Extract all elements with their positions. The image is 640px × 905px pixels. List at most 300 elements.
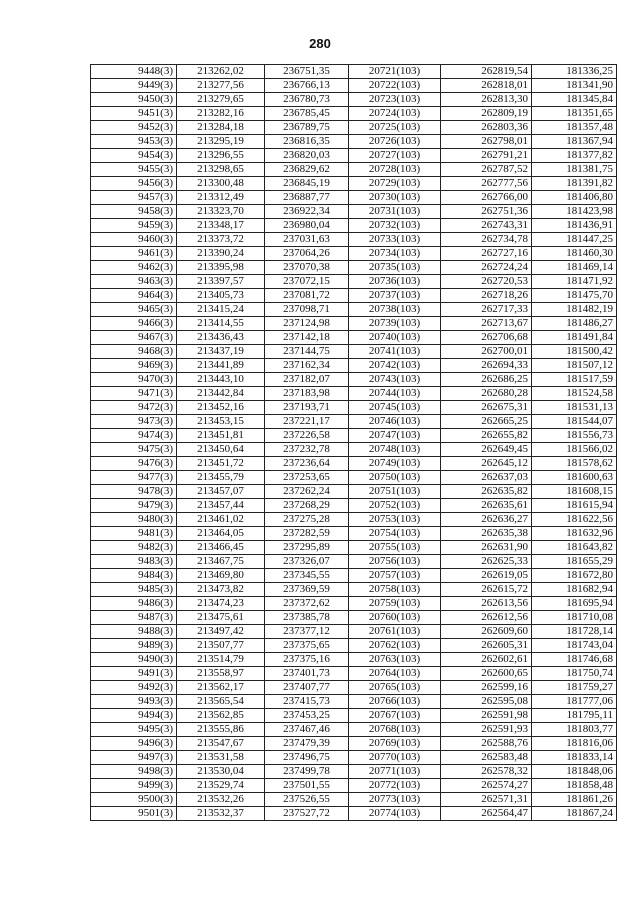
table-cell: 181507,12 bbox=[532, 359, 617, 373]
table-cell: 237401,73 bbox=[265, 667, 349, 681]
table-cell: 181469,14 bbox=[532, 261, 617, 275]
table-cell: 262655,82 bbox=[441, 429, 532, 443]
table-cell: 262583,48 bbox=[441, 751, 532, 765]
table-cell: 262578,32 bbox=[441, 765, 532, 779]
table-row bbox=[91, 513, 617, 527]
table-cell: 262637,03 bbox=[441, 471, 532, 485]
table-cell: 181682,94 bbox=[532, 583, 617, 597]
table-cell: 262612,56 bbox=[441, 611, 532, 625]
coordinates-table bbox=[90, 64, 617, 821]
table-cell: 20763(103) bbox=[349, 653, 441, 667]
table-cell: 237385,78 bbox=[265, 611, 349, 625]
table-cell: 262613,56 bbox=[441, 597, 532, 611]
table-cell: 9490(3) bbox=[91, 653, 177, 667]
table-cell: 181524,58 bbox=[532, 387, 617, 401]
table-cell: 262602,61 bbox=[441, 653, 532, 667]
table-row bbox=[91, 793, 617, 807]
table-cell: 20735(103) bbox=[349, 261, 441, 275]
table-cell: 20730(103) bbox=[349, 191, 441, 205]
table-cell: 9461(3) bbox=[91, 247, 177, 261]
table-cell: 213277,56 bbox=[177, 79, 265, 93]
table-cell: 181517,59 bbox=[532, 373, 617, 387]
table-cell: 213457,44 bbox=[177, 499, 265, 513]
table-row bbox=[91, 597, 617, 611]
table-cell: 20767(103) bbox=[349, 709, 441, 723]
table-cell: 20731(103) bbox=[349, 205, 441, 219]
table-cell: 262609,60 bbox=[441, 625, 532, 639]
table-cell: 20773(103) bbox=[349, 793, 441, 807]
table-cell: 9489(3) bbox=[91, 639, 177, 653]
table-cell: 213532,37 bbox=[177, 807, 265, 821]
table-cell: 213529,74 bbox=[177, 779, 265, 793]
table-cell: 181351,65 bbox=[532, 107, 617, 121]
table-cell: 20738(103) bbox=[349, 303, 441, 317]
table-cell: 181556,73 bbox=[532, 429, 617, 443]
table-cell: 20749(103) bbox=[349, 457, 441, 471]
table-cell: 9477(3) bbox=[91, 471, 177, 485]
table-cell: 20770(103) bbox=[349, 751, 441, 765]
table-cell: 262809,19 bbox=[441, 107, 532, 121]
table-row bbox=[91, 737, 617, 751]
table-cell: 181475,70 bbox=[532, 289, 617, 303]
table-cell: 9475(3) bbox=[91, 443, 177, 457]
table-cell: 181672,80 bbox=[532, 569, 617, 583]
table-cell: 181746,68 bbox=[532, 653, 617, 667]
table-cell: 237144,75 bbox=[265, 345, 349, 359]
table-cell: 262645,12 bbox=[441, 457, 532, 471]
table-cell: 262588,76 bbox=[441, 737, 532, 751]
table-cell: 20748(103) bbox=[349, 443, 441, 457]
table-cell: 9463(3) bbox=[91, 275, 177, 289]
table-cell: 237377,12 bbox=[265, 625, 349, 639]
table-row bbox=[91, 93, 617, 107]
table-cell: 262636,27 bbox=[441, 513, 532, 527]
table-row bbox=[91, 149, 617, 163]
table-cell: 236845,19 bbox=[265, 177, 349, 191]
table-cell: 181500,42 bbox=[532, 345, 617, 359]
table-cell: 20766(103) bbox=[349, 695, 441, 709]
table-cell: 181544,07 bbox=[532, 415, 617, 429]
table-cell: 213474,23 bbox=[177, 597, 265, 611]
table-cell: 262813,30 bbox=[441, 93, 532, 107]
table-cell: 237467,46 bbox=[265, 723, 349, 737]
table-cell: 9491(3) bbox=[91, 667, 177, 681]
table-cell: 9501(3) bbox=[91, 807, 177, 821]
table-cell: 213461,02 bbox=[177, 513, 265, 527]
table-cell: 9464(3) bbox=[91, 289, 177, 303]
table-cell: 262791,21 bbox=[441, 149, 532, 163]
table-cell: 237499,78 bbox=[265, 765, 349, 779]
table-row bbox=[91, 415, 617, 429]
table-body bbox=[91, 65, 617, 821]
table-cell: 181643,82 bbox=[532, 541, 617, 555]
table-cell: 213475,61 bbox=[177, 611, 265, 625]
table-cell: 213262,02 bbox=[177, 65, 265, 79]
table-cell: 237162,34 bbox=[265, 359, 349, 373]
table-cell: 262700,01 bbox=[441, 345, 532, 359]
table-row bbox=[91, 569, 617, 583]
table-cell: 20740(103) bbox=[349, 331, 441, 345]
table-cell: 20769(103) bbox=[349, 737, 441, 751]
table-cell: 213296,55 bbox=[177, 149, 265, 163]
table-row bbox=[91, 611, 617, 625]
table-cell: 213452,16 bbox=[177, 401, 265, 415]
table-cell: 20746(103) bbox=[349, 415, 441, 429]
table-cell: 262591,93 bbox=[441, 723, 532, 737]
table-row bbox=[91, 457, 617, 471]
table-cell: 213441,89 bbox=[177, 359, 265, 373]
table-cell: 237415,73 bbox=[265, 695, 349, 709]
table-cell: 181406,80 bbox=[532, 191, 617, 205]
table-row bbox=[91, 219, 617, 233]
table-cell: 213414,55 bbox=[177, 317, 265, 331]
table-cell: 262717,33 bbox=[441, 303, 532, 317]
table-cell: 9450(3) bbox=[91, 93, 177, 107]
table-cell: 9479(3) bbox=[91, 499, 177, 513]
table-cell: 9453(3) bbox=[91, 135, 177, 149]
table-cell: 236820,03 bbox=[265, 149, 349, 163]
table-cell: 262818,01 bbox=[441, 79, 532, 93]
table-cell: 181345,84 bbox=[532, 93, 617, 107]
table-cell: 20759(103) bbox=[349, 597, 441, 611]
table-row bbox=[91, 555, 617, 569]
table-cell: 20764(103) bbox=[349, 667, 441, 681]
table-cell: 213282,16 bbox=[177, 107, 265, 121]
table-cell: 9482(3) bbox=[91, 541, 177, 555]
table-row bbox=[91, 723, 617, 737]
table-cell: 237268,29 bbox=[265, 499, 349, 513]
table-cell: 237236,64 bbox=[265, 457, 349, 471]
table-row bbox=[91, 583, 617, 597]
table-row bbox=[91, 639, 617, 653]
table-cell: 213300,48 bbox=[177, 177, 265, 191]
table-cell: 213451,72 bbox=[177, 457, 265, 471]
table-row bbox=[91, 401, 617, 415]
table-cell: 213457,07 bbox=[177, 485, 265, 499]
table-cell: 20761(103) bbox=[349, 625, 441, 639]
table-cell: 262766,00 bbox=[441, 191, 532, 205]
table-cell: 213497,42 bbox=[177, 625, 265, 639]
table-row bbox=[91, 275, 617, 289]
table-cell: 181795,11 bbox=[532, 709, 617, 723]
table-cell: 181759,27 bbox=[532, 681, 617, 695]
table-cell: 262724,24 bbox=[441, 261, 532, 275]
table-cell: 9483(3) bbox=[91, 555, 177, 569]
table-cell: 181710,08 bbox=[532, 611, 617, 625]
table-cell: 181861,26 bbox=[532, 793, 617, 807]
table-row bbox=[91, 107, 617, 121]
table-cell: 20772(103) bbox=[349, 779, 441, 793]
table-cell: 237345,55 bbox=[265, 569, 349, 583]
table-cell: 9454(3) bbox=[91, 149, 177, 163]
table-cell: 181391,82 bbox=[532, 177, 617, 191]
table-row bbox=[91, 317, 617, 331]
table-cell: 237407,77 bbox=[265, 681, 349, 695]
table-cell: 9485(3) bbox=[91, 583, 177, 597]
table-cell: 181471,92 bbox=[532, 275, 617, 289]
table-row bbox=[91, 695, 617, 709]
table-cell: 181777,06 bbox=[532, 695, 617, 709]
table-cell: 181816,06 bbox=[532, 737, 617, 751]
table-cell: 262600,65 bbox=[441, 667, 532, 681]
table-cell: 9451(3) bbox=[91, 107, 177, 121]
table-cell: 213562,17 bbox=[177, 681, 265, 695]
table-cell: 262665,25 bbox=[441, 415, 532, 429]
table-cell: 262625,33 bbox=[441, 555, 532, 569]
table-cell: 213443,10 bbox=[177, 373, 265, 387]
table-cell: 262599,16 bbox=[441, 681, 532, 695]
table-row bbox=[91, 303, 617, 317]
table-cell: 262751,36 bbox=[441, 205, 532, 219]
table-row bbox=[91, 471, 617, 485]
table-row bbox=[91, 331, 617, 345]
table-cell: 213464,05 bbox=[177, 527, 265, 541]
table-row bbox=[91, 667, 617, 681]
table-cell: 9448(3) bbox=[91, 65, 177, 79]
table-cell: 213467,75 bbox=[177, 555, 265, 569]
table-cell: 262615,72 bbox=[441, 583, 532, 597]
table-row bbox=[91, 807, 617, 821]
table-cell: 181578,62 bbox=[532, 457, 617, 471]
table-cell: 262635,82 bbox=[441, 485, 532, 499]
table-cell: 236887,77 bbox=[265, 191, 349, 205]
table-cell: 237232,78 bbox=[265, 443, 349, 457]
table-row bbox=[91, 709, 617, 723]
table-cell: 9469(3) bbox=[91, 359, 177, 373]
table-cell: 9465(3) bbox=[91, 303, 177, 317]
table-cell: 262686,25 bbox=[441, 373, 532, 387]
table-cell: 20755(103) bbox=[349, 541, 441, 555]
table-cell: 213555,86 bbox=[177, 723, 265, 737]
table-cell: 237496,75 bbox=[265, 751, 349, 765]
table-cell: 237182,07 bbox=[265, 373, 349, 387]
table-cell: 237072,15 bbox=[265, 275, 349, 289]
table-cell: 237282,59 bbox=[265, 527, 349, 541]
table-cell: 9459(3) bbox=[91, 219, 177, 233]
table-row bbox=[91, 681, 617, 695]
table-cell: 181491,84 bbox=[532, 331, 617, 345]
table-cell: 262564,47 bbox=[441, 807, 532, 821]
table-cell: 9494(3) bbox=[91, 709, 177, 723]
table-cell: 237064,26 bbox=[265, 247, 349, 261]
table-cell: 236766,13 bbox=[265, 79, 349, 93]
table-cell: 262635,38 bbox=[441, 527, 532, 541]
table-cell: 20771(103) bbox=[349, 765, 441, 779]
table-cell: 237221,17 bbox=[265, 415, 349, 429]
table-cell: 262605,31 bbox=[441, 639, 532, 653]
table-cell: 236829,62 bbox=[265, 163, 349, 177]
table-cell: 262591,98 bbox=[441, 709, 532, 723]
table-cell: 20727(103) bbox=[349, 149, 441, 163]
table-cell: 213473,82 bbox=[177, 583, 265, 597]
table-cell: 213531,58 bbox=[177, 751, 265, 765]
table-row bbox=[91, 345, 617, 359]
table-cell: 9486(3) bbox=[91, 597, 177, 611]
table-row bbox=[91, 485, 617, 499]
table-cell: 237372,62 bbox=[265, 597, 349, 611]
table-cell: 262819,54 bbox=[441, 65, 532, 79]
table-cell: 20762(103) bbox=[349, 639, 441, 653]
table-cell: 181655,29 bbox=[532, 555, 617, 569]
table-row bbox=[91, 541, 617, 555]
table-cell: 237527,72 bbox=[265, 807, 349, 821]
table-cell: 213532,26 bbox=[177, 793, 265, 807]
table-row bbox=[91, 527, 617, 541]
table-cell: 181833,14 bbox=[532, 751, 617, 765]
table-cell: 20741(103) bbox=[349, 345, 441, 359]
table-row bbox=[91, 177, 617, 191]
table-cell: 213442,84 bbox=[177, 387, 265, 401]
table-cell: 237226,58 bbox=[265, 429, 349, 443]
table-row bbox=[91, 289, 617, 303]
table-row bbox=[91, 191, 617, 205]
table-cell: 9481(3) bbox=[91, 527, 177, 541]
table-cell: 181357,48 bbox=[532, 121, 617, 135]
table-row bbox=[91, 121, 617, 135]
table-cell: 9497(3) bbox=[91, 751, 177, 765]
table-cell: 20728(103) bbox=[349, 163, 441, 177]
table-cell: 20739(103) bbox=[349, 317, 441, 331]
table-cell: 9467(3) bbox=[91, 331, 177, 345]
table-cell: 237479,39 bbox=[265, 737, 349, 751]
table-cell: 20745(103) bbox=[349, 401, 441, 415]
table-cell: 213397,57 bbox=[177, 275, 265, 289]
table-cell: 9474(3) bbox=[91, 429, 177, 443]
table-cell: 181743,04 bbox=[532, 639, 617, 653]
table-cell: 9493(3) bbox=[91, 695, 177, 709]
table-cell: 9471(3) bbox=[91, 387, 177, 401]
table-cell: 20774(103) bbox=[349, 807, 441, 821]
table-cell: 237183,98 bbox=[265, 387, 349, 401]
table-cell: 9500(3) bbox=[91, 793, 177, 807]
table-cell: 9472(3) bbox=[91, 401, 177, 415]
table-row bbox=[91, 163, 617, 177]
table-cell: 262727,16 bbox=[441, 247, 532, 261]
table-row bbox=[91, 499, 617, 513]
table-cell: 9499(3) bbox=[91, 779, 177, 793]
table-cell: 213323,70 bbox=[177, 205, 265, 219]
table-cell: 20756(103) bbox=[349, 555, 441, 569]
table-cell: 20750(103) bbox=[349, 471, 441, 485]
table-cell: 181803,77 bbox=[532, 723, 617, 737]
table-cell: 181460,30 bbox=[532, 247, 617, 261]
table-cell: 9449(3) bbox=[91, 79, 177, 93]
table-cell: 237253,65 bbox=[265, 471, 349, 485]
table-row bbox=[91, 205, 617, 219]
table-row bbox=[91, 765, 617, 779]
table-cell: 9456(3) bbox=[91, 177, 177, 191]
table-cell: 9478(3) bbox=[91, 485, 177, 499]
table-cell: 20744(103) bbox=[349, 387, 441, 401]
table-cell: 237142,18 bbox=[265, 331, 349, 345]
table-cell: 262718,26 bbox=[441, 289, 532, 303]
table-cell: 181848,06 bbox=[532, 765, 617, 779]
table-cell: 20736(103) bbox=[349, 275, 441, 289]
table-row bbox=[91, 261, 617, 275]
table-cell: 20753(103) bbox=[349, 513, 441, 527]
table-cell: 181482,19 bbox=[532, 303, 617, 317]
table-cell: 9484(3) bbox=[91, 569, 177, 583]
table-cell: 9468(3) bbox=[91, 345, 177, 359]
table-row bbox=[91, 359, 617, 373]
table-cell: 213451,81 bbox=[177, 429, 265, 443]
table-cell: 213466,45 bbox=[177, 541, 265, 555]
table-cell: 236922,34 bbox=[265, 205, 349, 219]
table-cell: 213469,80 bbox=[177, 569, 265, 583]
table-cell: 20758(103) bbox=[349, 583, 441, 597]
table-cell: 9473(3) bbox=[91, 415, 177, 429]
table-cell: 9492(3) bbox=[91, 681, 177, 695]
table-cell: 20729(103) bbox=[349, 177, 441, 191]
table-cell: 213312,49 bbox=[177, 191, 265, 205]
table-cell: 20765(103) bbox=[349, 681, 441, 695]
table-cell: 213507,77 bbox=[177, 639, 265, 653]
table-cell: 236785,45 bbox=[265, 107, 349, 121]
table-cell: 20726(103) bbox=[349, 135, 441, 149]
table-row bbox=[91, 233, 617, 247]
table-cell: 237375,16 bbox=[265, 653, 349, 667]
table-cell: 9498(3) bbox=[91, 765, 177, 779]
table-cell: 213295,19 bbox=[177, 135, 265, 149]
table-cell: 236751,35 bbox=[265, 65, 349, 79]
table-row bbox=[91, 625, 617, 639]
table-cell: 20734(103) bbox=[349, 247, 441, 261]
table-cell: 262743,31 bbox=[441, 219, 532, 233]
table-cell: 262574,27 bbox=[441, 779, 532, 793]
table-cell: 262706,68 bbox=[441, 331, 532, 345]
table-cell: 262777,56 bbox=[441, 177, 532, 191]
table-cell: 213436,43 bbox=[177, 331, 265, 345]
table-cell: 20760(103) bbox=[349, 611, 441, 625]
table-cell: 20737(103) bbox=[349, 289, 441, 303]
table-cell: 262787,52 bbox=[441, 163, 532, 177]
table-cell: 213547,67 bbox=[177, 737, 265, 751]
table-cell: 9487(3) bbox=[91, 611, 177, 625]
table-row bbox=[91, 65, 617, 79]
table-cell: 20725(103) bbox=[349, 121, 441, 135]
table-cell: 236816,35 bbox=[265, 135, 349, 149]
table-cell: 181381,75 bbox=[532, 163, 617, 177]
table-cell: 237031,63 bbox=[265, 233, 349, 247]
table-cell: 181632,96 bbox=[532, 527, 617, 541]
table-cell: 181695,94 bbox=[532, 597, 617, 611]
table-cell: 237453,25 bbox=[265, 709, 349, 723]
table-cell: 262631,90 bbox=[441, 541, 532, 555]
table-cell: 9496(3) bbox=[91, 737, 177, 751]
table-cell: 181615,94 bbox=[532, 499, 617, 513]
table-cell: 237081,72 bbox=[265, 289, 349, 303]
table-cell: 213395,98 bbox=[177, 261, 265, 275]
table-row bbox=[91, 387, 617, 401]
table-cell: 181336,25 bbox=[532, 65, 617, 79]
table-cell: 262571,31 bbox=[441, 793, 532, 807]
table-cell: 9470(3) bbox=[91, 373, 177, 387]
table-cell: 237275,28 bbox=[265, 513, 349, 527]
table-row bbox=[91, 779, 617, 793]
table-cell: 181566,02 bbox=[532, 443, 617, 457]
table-cell: 237098,71 bbox=[265, 303, 349, 317]
table-cell: 20743(103) bbox=[349, 373, 441, 387]
table-cell: 236789,75 bbox=[265, 121, 349, 135]
table-cell: 213455,79 bbox=[177, 471, 265, 485]
table-cell: 20722(103) bbox=[349, 79, 441, 93]
table-cell: 237526,55 bbox=[265, 793, 349, 807]
table-cell: 20768(103) bbox=[349, 723, 441, 737]
table-cell: 262595,08 bbox=[441, 695, 532, 709]
table-row bbox=[91, 135, 617, 149]
table-cell: 181367,94 bbox=[532, 135, 617, 149]
table-cell: 20723(103) bbox=[349, 93, 441, 107]
